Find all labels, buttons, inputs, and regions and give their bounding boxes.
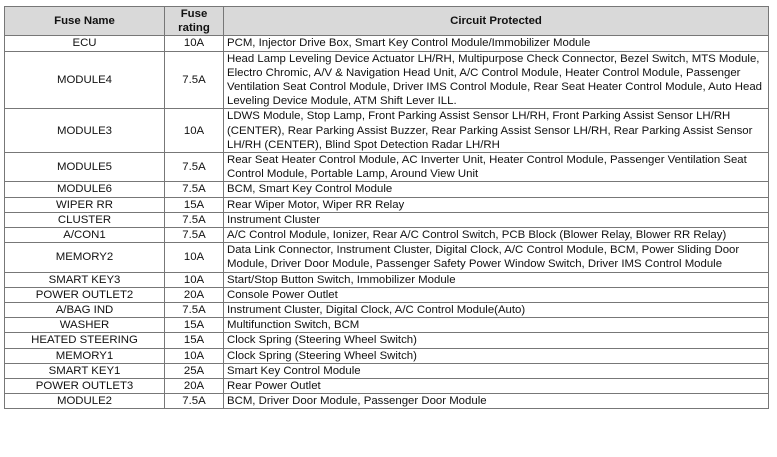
table-row — [5, 318, 769, 333]
table-row — [5, 153, 769, 182]
circuit-protected-cell: Head Lamp Leveling Device Actuator LH/RH, Multipurpose Check Connector, Bezel Switch, MTS Module, Electro Chromic, A/V & Navigation Head Unit, A/C Control Module, Heater Control Module, Passenger Ventilation Seat Control Module, Driver IMS Control Module, Rear Seat Heater Control Module, Auto Head Leveling Device Module, ATM Shift Lever ILL. — [224, 51, 769, 109]
fuse-name-cell: SMART KEY3 — [5, 272, 165, 287]
fuse-name-cell: A/CON1 — [5, 228, 165, 243]
fuse-table-body — [5, 36, 769, 409]
header-circuit-protected: Circuit Protected — [224, 7, 769, 36]
fuse-name-cell: POWER OUTLET3 — [5, 379, 165, 394]
header-fuse-rating: Fuse rating — [165, 7, 224, 36]
fuse-rating-cell: 10A — [165, 272, 224, 287]
fuse-rating-cell: 10A — [165, 36, 224, 51]
circuit-protected-cell: Rear Seat Heater Control Module, AC Inverter Unit, Heater Control Module, Passenger Ventilation Seat Control Module, Portable Lamp, Around View Unit — [224, 153, 769, 182]
fuse-name-cell: WASHER — [5, 318, 165, 333]
table-row — [5, 182, 769, 197]
circuit-protected-cell: Rear Wiper Motor, Wiper RR Relay — [224, 197, 769, 212]
circuit-protected-cell: Multifunction Switch, BCM — [224, 318, 769, 333]
fuse-rating-cell: 7.5A — [165, 51, 224, 109]
fuse-rating-cell: 10A — [165, 348, 224, 363]
table-row — [5, 243, 769, 272]
circuit-protected-cell: Clock Spring (Steering Wheel Switch) — [224, 348, 769, 363]
fuse-name-cell: CLUSTER — [5, 212, 165, 227]
table-row — [5, 36, 769, 51]
circuit-protected-cell: Start/Stop Button Switch, Immobilizer Module — [224, 272, 769, 287]
fuse-name-cell: MODULE2 — [5, 394, 165, 409]
fuse-rating-cell: 7.5A — [165, 394, 224, 409]
circuit-protected-cell: BCM, Driver Door Module, Passenger Door Module — [224, 394, 769, 409]
table-row — [5, 51, 769, 109]
fuse-rating-cell: 7.5A — [165, 182, 224, 197]
fuse-rating-cell: 7.5A — [165, 228, 224, 243]
fuse-rating-cell: 20A — [165, 287, 224, 302]
circuit-protected-cell: Clock Spring (Steering Wheel Switch) — [224, 333, 769, 348]
fuse-rating-cell: 10A — [165, 243, 224, 272]
circuit-protected-cell: Console Power Outlet — [224, 287, 769, 302]
table-row — [5, 379, 769, 394]
circuit-protected-cell: BCM, Smart Key Control Module — [224, 182, 769, 197]
table-row — [5, 394, 769, 409]
table-row — [5, 333, 769, 348]
fuse-rating-cell: 15A — [165, 197, 224, 212]
fuse-rating-cell: 7.5A — [165, 212, 224, 227]
fuse-name-cell: MODULE5 — [5, 153, 165, 182]
fuse-table-container — [4, 6, 769, 409]
table-row — [5, 287, 769, 302]
fuse-rating-cell: 15A — [165, 333, 224, 348]
fuse-rating-cell: 25A — [165, 363, 224, 378]
fuse-table — [4, 6, 769, 409]
fuse-name-cell: POWER OUTLET2 — [5, 287, 165, 302]
circuit-protected-cell: Smart Key Control Module — [224, 363, 769, 378]
circuit-protected-cell: Instrument Cluster — [224, 212, 769, 227]
circuit-protected-cell: Instrument Cluster, Digital Clock, A/C Control Module(Auto) — [224, 303, 769, 318]
table-row — [5, 212, 769, 227]
fuse-name-cell: WIPER RR — [5, 197, 165, 212]
header-row — [5, 7, 769, 36]
fuse-name-cell: MODULE6 — [5, 182, 165, 197]
circuit-protected-cell: PCM, Injector Drive Box, Smart Key Control Module/Immobilizer Module — [224, 36, 769, 51]
fuse-name-cell: MODULE4 — [5, 51, 165, 109]
fuse-rating-cell: 15A — [165, 318, 224, 333]
fuse-name-cell: MEMORY1 — [5, 348, 165, 363]
circuit-protected-cell: A/C Control Module, Ionizer, Rear A/C Control Switch, PCB Block (Blower Relay, Blower RR Relay) — [224, 228, 769, 243]
table-row — [5, 303, 769, 318]
fuse-name-cell: ECU — [5, 36, 165, 51]
fuse-rating-cell: 7.5A — [165, 153, 224, 182]
fuse-rating-cell: 7.5A — [165, 303, 224, 318]
table-row — [5, 109, 769, 153]
fuse-name-cell: MODULE3 — [5, 109, 165, 153]
fuse-name-cell: SMART KEY1 — [5, 363, 165, 378]
table-row — [5, 348, 769, 363]
fuse-name-cell: MEMORY2 — [5, 243, 165, 272]
fuse-name-cell: A/BAG IND — [5, 303, 165, 318]
fuse-name-cell: HEATED STEERING — [5, 333, 165, 348]
table-row — [5, 363, 769, 378]
circuit-protected-cell: Rear Power Outlet — [224, 379, 769, 394]
circuit-protected-cell: Data Link Connector, Instrument Cluster, Digital Clock, A/C Control Module, BCM, Power Sliding Door Module, Driver Door Module, Passenger Safety Power Window Switch, Driver IMS Control Module — [224, 243, 769, 272]
header-fuse-name: Fuse Name — [5, 7, 165, 36]
table-row — [5, 197, 769, 212]
fuse-rating-cell: 20A — [165, 379, 224, 394]
circuit-protected-cell: LDWS Module, Stop Lamp, Front Parking Assist Sensor LH/RH, Front Parking Assist Sensor LH/RH (CENTER), Rear Parking Assist Buzzer, Rear Parking Assist Sensor LH/RH, Rear Parking Assist Sensor LH/RH (CENTER), Blind Spot Detection Radar LH/RH — [224, 109, 769, 153]
table-row — [5, 228, 769, 243]
table-row — [5, 272, 769, 287]
fuse-rating-cell: 10A — [165, 109, 224, 153]
